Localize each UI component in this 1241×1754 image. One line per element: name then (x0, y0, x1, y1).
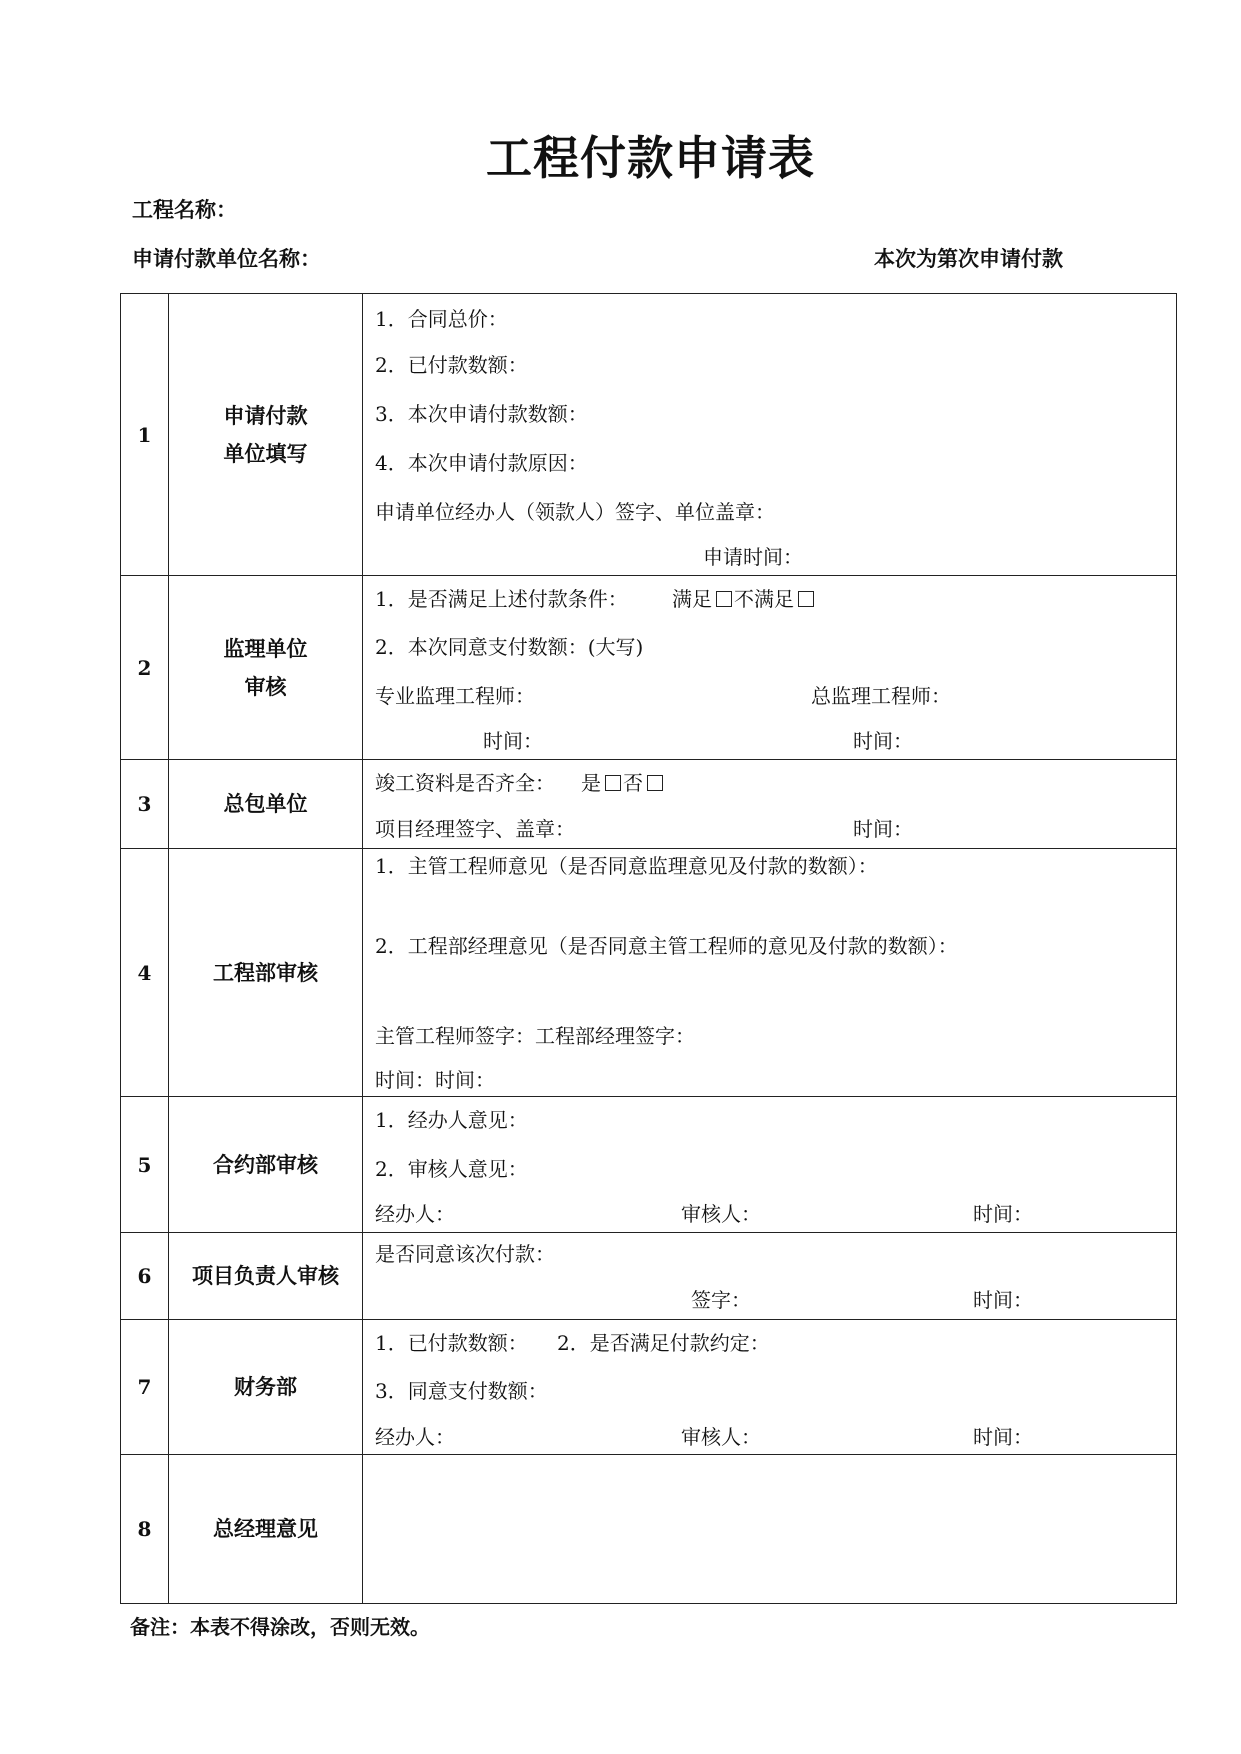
chief-engineer-opinion-label: 1．主管工程师意见（是否同意监理意见及付款的数额）： (375, 854, 878, 878)
project-manager-signature-label: 项目经理签字、盖章： (375, 817, 575, 841)
time-label: 时间： (483, 729, 543, 753)
not-satisfied-checkbox[interactable] (798, 591, 814, 607)
table-row (121, 1455, 1177, 1604)
handler-opinion-label: 1．经办人意见： (375, 1108, 528, 1132)
section-project-leader-review: 项目负责人审核 (169, 1233, 363, 1320)
agree-payment-question: 是否同意该次付款： (375, 1242, 555, 1266)
table-row (121, 849, 1177, 1097)
completion-docs-options: 是 否 (581, 770, 665, 796)
engineering-content (363, 849, 1177, 1097)
reviewer-label: 审核人： (681, 1202, 761, 1226)
time-label: 时间： (973, 1425, 1033, 1449)
row-number: 5 (121, 1097, 169, 1233)
application-count-text: 本次为第次申请付款 (874, 247, 1063, 271)
section-engineering-review: 工程部审核 (169, 849, 363, 1097)
engineering-time-label: 时间：时间： (375, 1068, 495, 1092)
row-number: 7 (121, 1320, 169, 1455)
section-general-contractor: 总包单位 (169, 760, 363, 849)
time-label: 时间： (973, 1288, 1033, 1312)
section-supervision-review: 监理单位 审核 (169, 576, 363, 760)
row-number: 4 (121, 849, 169, 1097)
approved-payment-label: 3．同意支付数额： (375, 1379, 548, 1403)
payment-terms-question: 2．是否满足付款约定： (557, 1331, 770, 1355)
condition-options: 满足 不满足 (672, 586, 816, 612)
project-leader-content (363, 1233, 1177, 1320)
project-name-label: 工程名称： (132, 198, 237, 222)
completion-docs-question: 竣工资料是否齐全： (375, 771, 555, 795)
finance-content (363, 1320, 1177, 1455)
section-contract-review: 合约部审核 (169, 1097, 363, 1233)
professional-supervisor-label: 专业监理工程师： (375, 684, 535, 708)
satisfied-checkbox[interactable] (716, 591, 732, 607)
section-applicant-unit: 申请付款 单位填写 (169, 294, 363, 576)
engineering-manager-opinion-label: 2．工程部经理意见（是否同意主管工程师的意见及付款的数额）： (375, 934, 958, 958)
row-number: 1 (121, 294, 169, 576)
applicant-unit-label: 申请付款单位名称： (132, 247, 321, 271)
row-number: 3 (121, 760, 169, 849)
section-finance: 财务部 (169, 1320, 363, 1455)
condition-question: 1．是否满足上述付款条件： (375, 587, 628, 611)
application-time-label: 申请时间： (703, 545, 803, 569)
footnote: 备注：本表不得涂改，否则无效。 (130, 1615, 430, 1639)
signature-label: 签字： (691, 1288, 751, 1312)
row-number: 2 (121, 576, 169, 760)
chief-supervisor-label: 总监理工程师： (811, 684, 951, 708)
no-checkbox[interactable] (647, 775, 663, 791)
handler-label: 经办人： (375, 1425, 455, 1449)
table-row (121, 1233, 1177, 1320)
approved-amount-label: 2．本次同意支付数额：(大写) (375, 635, 644, 659)
applicant-signature-label: 申请单位经办人（领款人）签字、单位盖章： (375, 500, 775, 524)
handler-label: 经办人： (375, 1202, 455, 1226)
table-row (121, 760, 1177, 849)
reviewer-label: 审核人： (681, 1425, 761, 1449)
general-contractor-content (363, 760, 1177, 849)
time-label: 时间： (973, 1202, 1033, 1226)
request-amount-label: 3．本次申请付款数额： (375, 402, 588, 426)
table-row (121, 294, 1177, 576)
request-reason-label: 4．本次申请付款原因： (375, 451, 588, 475)
paid-amount-label: 1．已付款数额： (375, 1331, 528, 1355)
row-number: 8 (121, 1455, 169, 1604)
engineering-signature-label: 主管工程师签字：工程部经理签字： (375, 1024, 695, 1048)
section-general-manager-opinion: 总经理意见 (169, 1455, 363, 1604)
form-title: 工程付款申请表 (486, 131, 815, 185)
time-label: 时间： (853, 817, 913, 841)
table-row (121, 1097, 1177, 1233)
paid-amount-label: 2．已付款数额： (375, 353, 528, 377)
contract-content (363, 1097, 1177, 1233)
contract-total-label: 1．合同总价： (375, 307, 508, 331)
row-number: 6 (121, 1233, 169, 1320)
table-row (121, 576, 1177, 760)
reviewer-opinion-label: 2．审核人意见： (375, 1157, 528, 1181)
yes-checkbox[interactable] (605, 775, 621, 791)
payment-application-table (120, 293, 1177, 1604)
applicant-content (363, 294, 1177, 576)
table-row (121, 1320, 1177, 1455)
general-manager-opinion-field[interactable] (363, 1455, 1177, 1604)
supervision-content (363, 576, 1177, 760)
time-label: 时间： (853, 729, 913, 753)
